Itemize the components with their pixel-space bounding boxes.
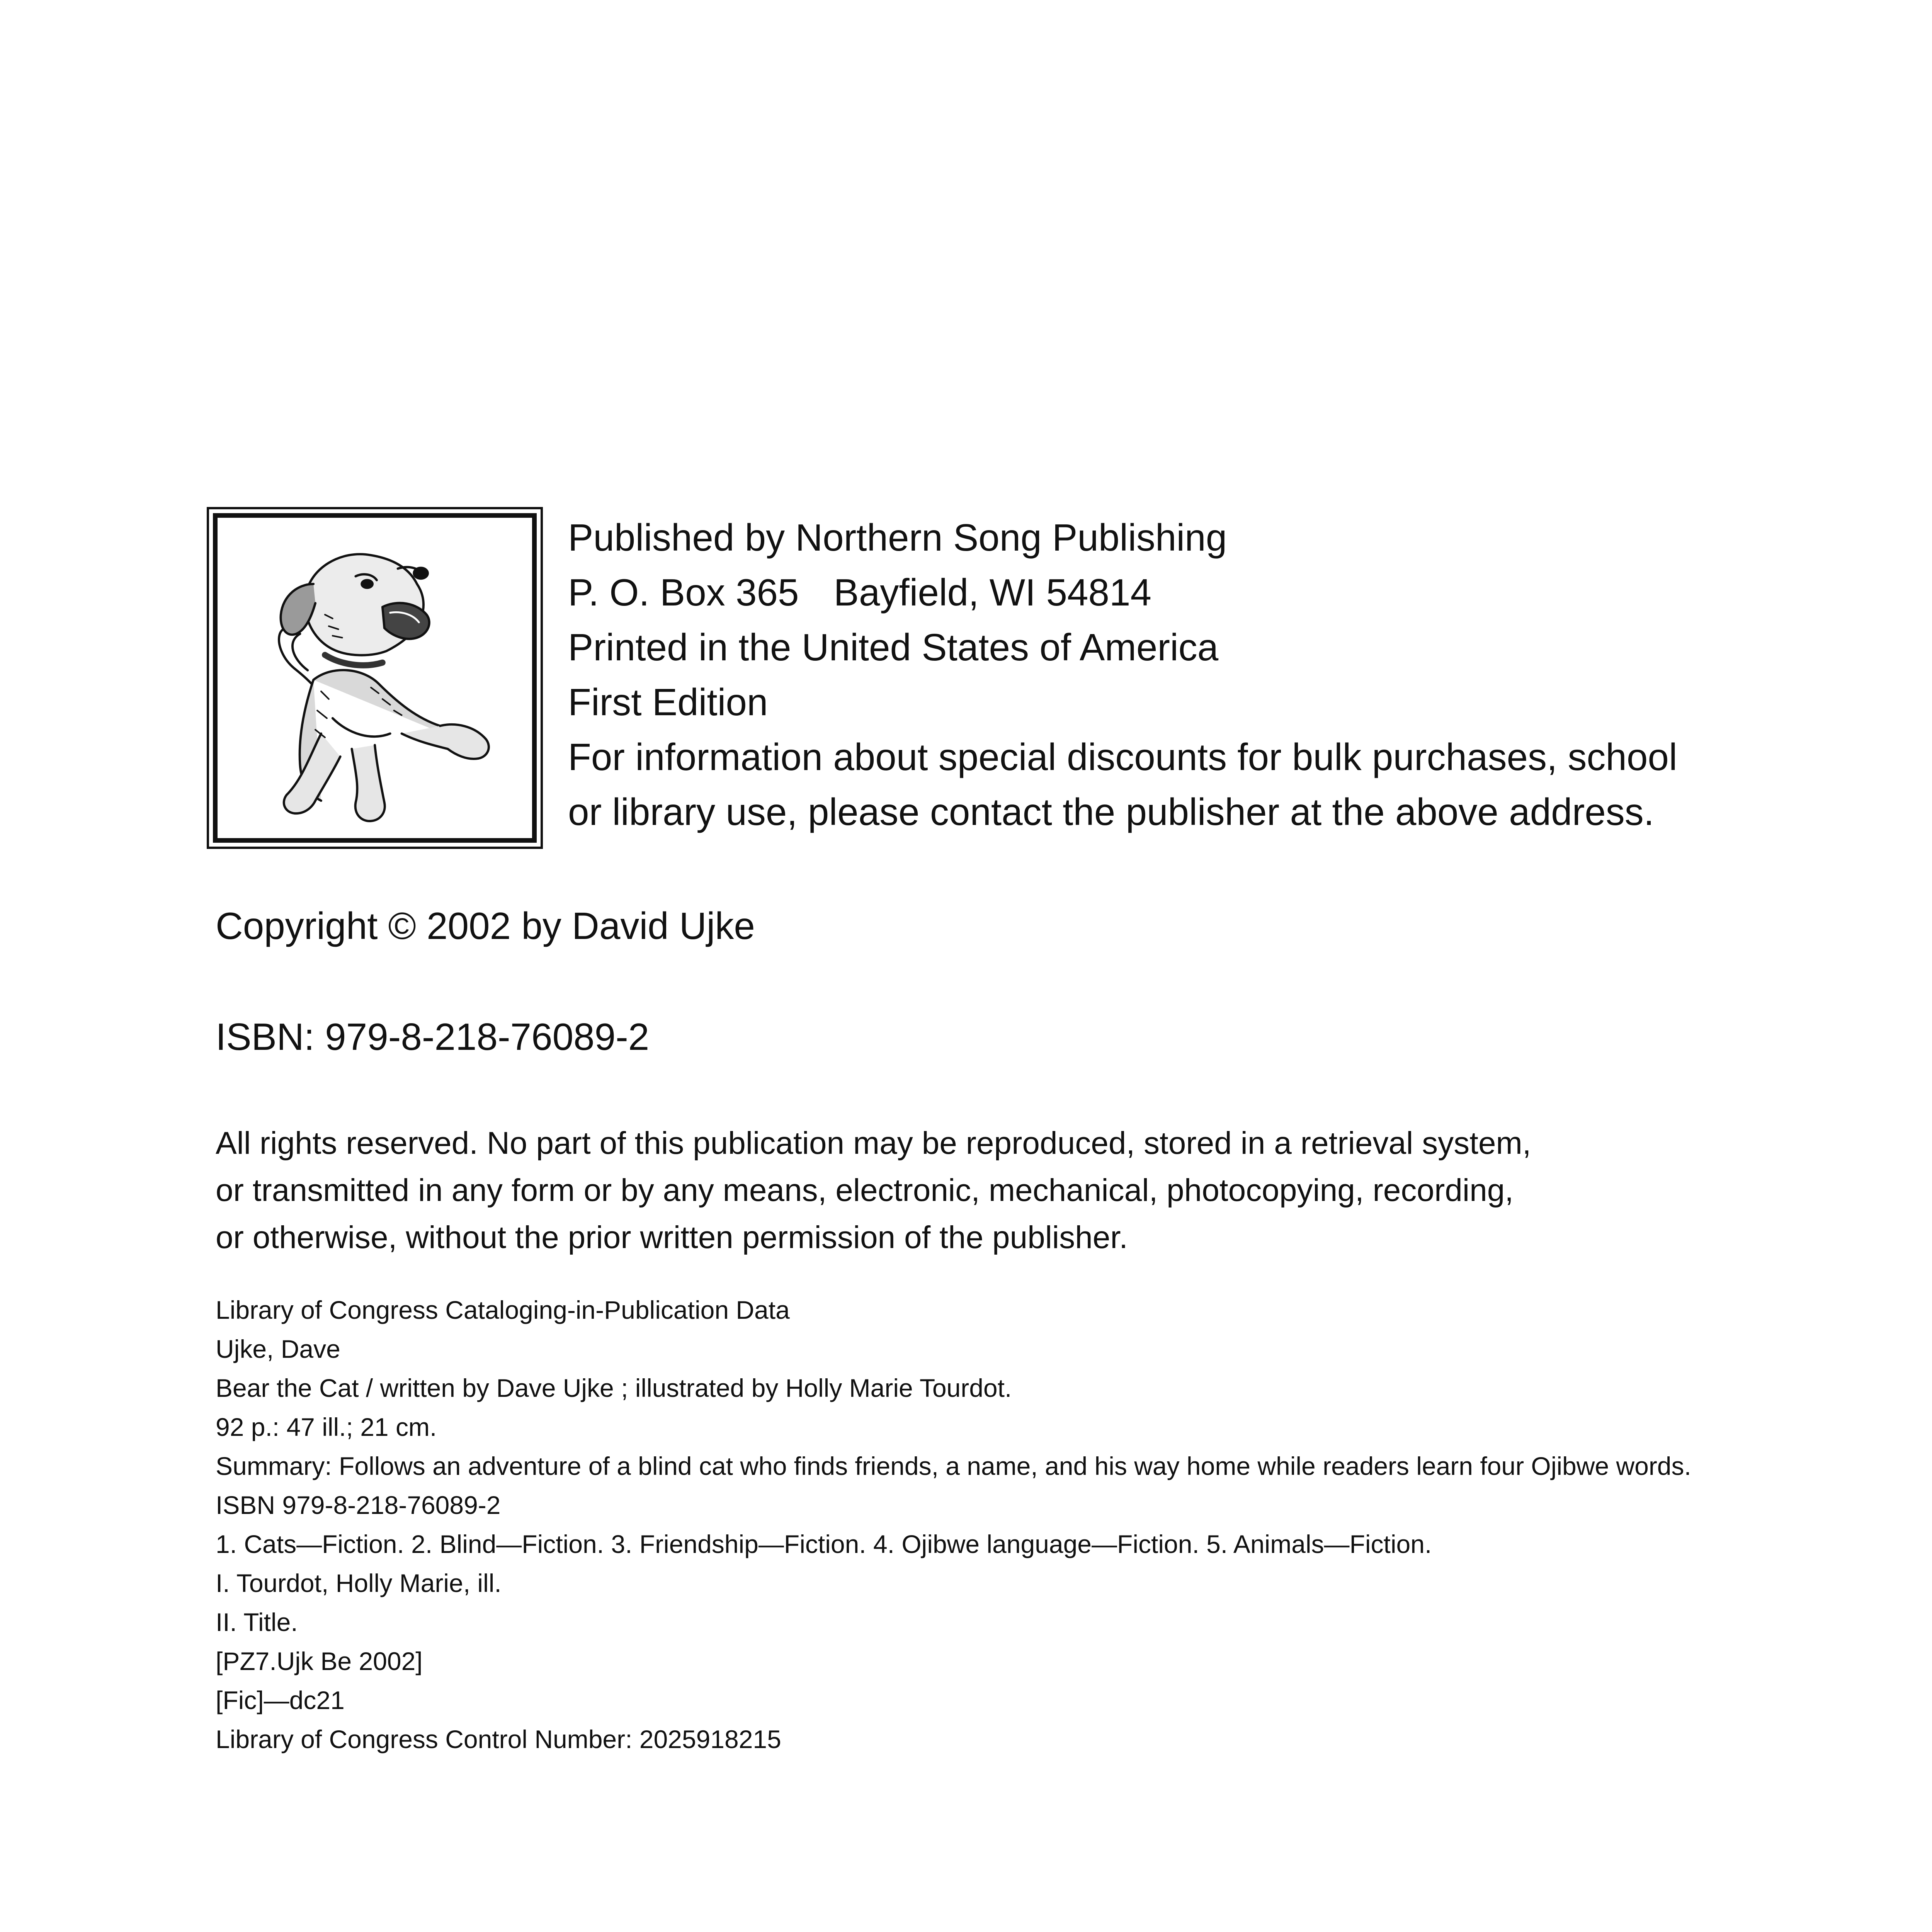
cip-illustrator: I. Tourdot, Holly Marie, ill.	[216, 1569, 502, 1597]
publisher-logo	[207, 507, 543, 849]
cip-extent: 92 p.: 47 ill.; 21 cm.	[216, 1413, 437, 1441]
logo-box	[213, 513, 537, 843]
cip-lc-class: [PZ7.Ujk Be 2002]	[216, 1647, 423, 1675]
cip-title-entry: II. Title.	[216, 1608, 298, 1636]
bulk-info-line-1: For information about special discounts for bulk purchases, school	[568, 736, 1677, 778]
rights-statement	[216, 1120, 1531, 1261]
publisher-name: Published by Northern Song Publishing	[568, 516, 1227, 559]
cip-title: Bear the Cat / written by Dave Ujke ; illustrated by Holly Marie Tourdot.	[216, 1374, 1012, 1402]
printed-in: Printed in the United States of America	[568, 626, 1219, 668]
rights-line: All rights reserved. No part of this publication may be reproduced, stored in a retrieval system,	[216, 1126, 1531, 1161]
po-box: P. O. Box 365	[568, 571, 799, 614]
cip-heading: Library of Congress Cataloging-in-Publication Data	[216, 1296, 790, 1324]
rights-line: or transmitted in any form or by any means, electronic, mechanical, photocopying, recording,	[216, 1173, 1514, 1208]
cip-dewey: [Fic]—dc21	[216, 1686, 345, 1714]
city-state-zip: Bayfield, WI 54814	[833, 571, 1152, 614]
cip-data	[216, 1291, 1691, 1759]
publisher-info	[568, 510, 1677, 839]
barking-puppy-icon	[218, 518, 532, 838]
isbn: ISBN: 979-8-218-76089-2	[216, 1015, 650, 1058]
cip-control-number: Library of Congress Control Number: 2025918215	[216, 1725, 781, 1753]
bulk-info-line-2: or library use, please contact the publisher at the above address.	[568, 791, 1654, 833]
cip-subjects: 1. Cats—Fiction. 2. Blind—Fiction. 3. Friendship—Fiction. 4. Ojibwe language—Fiction. 5. Animals—Fiction.	[216, 1530, 1432, 1558]
cip-author: Ujke, Dave	[216, 1335, 340, 1363]
rights-line: or otherwise, without the prior written permission of the publisher.	[216, 1220, 1128, 1255]
publisher-address	[568, 565, 1677, 620]
edition: First Edition	[568, 681, 768, 723]
cip-isbn: ISBN 979-8-218-76089-2	[216, 1491, 501, 1519]
copyright-notice: Copyright © 2002 by David Ujke	[216, 905, 755, 947]
cip-summary: Summary: Follows an adventure of a blind cat who finds friends, a name, and his way home while readers learn four Ojibwe words.	[216, 1452, 1691, 1480]
